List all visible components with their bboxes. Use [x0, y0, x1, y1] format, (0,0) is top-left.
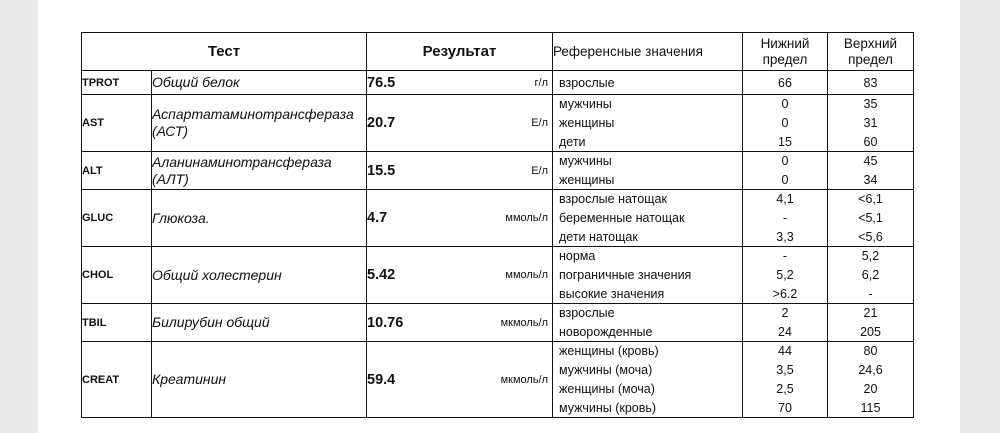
test-name: Общий холестерин [152, 247, 367, 304]
upper-limits [828, 152, 914, 190]
result-cell [367, 190, 553, 247]
reference-label: дети натощак [559, 229, 638, 244]
result-unit: ммоль/л [505, 269, 548, 281]
upper-limit-value: 6,2 [861, 267, 880, 282]
upper-limits [828, 342, 914, 418]
result-value: 4.7 [367, 210, 388, 226]
reference-label: мужчины [559, 97, 612, 112]
lower-limit-value: 0 [781, 115, 789, 130]
reference-labels [553, 190, 743, 247]
reference-labels [553, 342, 743, 418]
upper-limit-value: 21 [863, 306, 878, 321]
result-cell [367, 152, 553, 190]
upper-limit-value: 45 [863, 154, 878, 169]
reference-label: беременные натощак [559, 210, 685, 225]
table-row-creat [82, 342, 914, 418]
reference-labels [553, 304, 743, 342]
result-value: 5.42 [367, 267, 396, 283]
result-value: 59.4 [367, 371, 396, 388]
table-row-tbil [82, 304, 914, 342]
result-cell [367, 247, 553, 304]
upper-limits [828, 304, 914, 342]
result-cell [367, 71, 553, 95]
upper-limit-value: 83 [863, 75, 878, 90]
result-unit: Е/л [531, 164, 548, 177]
lower-limits [743, 342, 828, 418]
upper-limit-value: - [868, 286, 873, 301]
reference-label: новорожденные [559, 324, 653, 339]
reference-label: взрослые натощак [559, 192, 667, 207]
upper-limit-value: 31 [863, 115, 878, 130]
reference-labels [553, 247, 743, 304]
upper-limits [828, 95, 914, 152]
lower-limit-value: 0 [781, 172, 789, 187]
lower-limit-value: - [782, 210, 788, 225]
reference-label: норма [559, 249, 596, 264]
lower-limits [743, 304, 828, 342]
reference-label: пограничные значения [559, 267, 692, 282]
lab-results-table [81, 32, 914, 418]
lower-limit-value: 5,2 [776, 267, 794, 282]
upper-limit-value: 60 [863, 134, 878, 149]
header-test: Тест [82, 33, 367, 71]
lower-limit-value: >6.2 [772, 286, 798, 301]
lower-limit-value: 66 [778, 75, 792, 90]
lower-limit-value: - [782, 249, 788, 264]
upper-limit-value: 115 [860, 400, 881, 415]
table-row-chol [82, 247, 914, 304]
upper-limit-value: 24,6 [858, 363, 883, 378]
result-value: 10.76 [367, 314, 404, 331]
upper-limit-value: <5,1 [858, 210, 883, 225]
reference-label: взрослые [559, 306, 615, 321]
result-unit: мкмоль/л [500, 373, 548, 386]
test-name: Глюкоза. [152, 190, 367, 247]
result-value: 76.5 [367, 74, 396, 91]
lower-limits [743, 95, 828, 152]
upper-limit-value: 205 [860, 324, 881, 339]
test-name: Креатинин [152, 342, 367, 418]
reference-label: женщины (кровь) [559, 344, 659, 359]
lower-limit-value: 2,5 [776, 381, 794, 396]
header-reference: Референсные значения [553, 33, 743, 71]
test-name: Аланинаминотрансфераза (АЛТ) [152, 152, 367, 190]
table-header-row [82, 33, 914, 71]
test-code: CREAT [82, 342, 152, 418]
reference-label: дети [559, 134, 586, 149]
reference-label: мужчины (моча) [559, 363, 653, 378]
reference-label: высокие значения [559, 286, 665, 301]
lower-limits [743, 152, 828, 190]
test-code: CHOL [82, 247, 152, 304]
result-unit: мкмоль/л [500, 316, 548, 329]
upper-limit-value: 35 [863, 97, 878, 112]
lower-limits [743, 71, 828, 95]
result-unit: ммоль/л [505, 212, 548, 224]
upper-limit-value: 34 [863, 172, 878, 187]
header-lower-limit: Нижний предел [743, 33, 828, 71]
upper-limit-value: 5,2 [861, 249, 880, 264]
table-row-gluc [82, 190, 914, 247]
document-page [38, 0, 960, 433]
test-name: Аспартатаминотрансфераза (АСТ) [152, 95, 367, 152]
lower-limits [743, 247, 828, 304]
lower-limits [743, 190, 828, 247]
result-unit: г/л [534, 76, 548, 89]
test-name: Билирубин общий [152, 304, 367, 342]
lower-limit-value: 15 [778, 134, 792, 149]
test-code: TBIL [82, 304, 152, 342]
reference-label: взрослые [559, 75, 615, 90]
table-row-ast [82, 95, 914, 152]
lower-limit-value: 2 [781, 306, 789, 321]
test-code: TPROT [82, 71, 152, 95]
lower-limit-value: 3,3 [776, 229, 794, 244]
lower-limit-value: 0 [781, 97, 789, 112]
reference-labels [553, 152, 743, 190]
result-unit: Е/л [531, 117, 548, 129]
result-cell [367, 304, 553, 342]
result-value: 15.5 [367, 162, 396, 179]
reference-label: женщины [559, 172, 615, 187]
reference-label: женщины [559, 115, 615, 130]
lower-limit-value: 24 [778, 324, 792, 339]
upper-limits [828, 247, 914, 304]
test-code: ALT [82, 152, 152, 190]
reference-label: мужчины (кровь) [559, 400, 657, 415]
table-row-alt [82, 152, 914, 190]
test-code: AST [82, 95, 152, 152]
upper-limits [828, 71, 914, 95]
result-cell [367, 342, 553, 418]
test-name: Общий белок [152, 71, 367, 95]
result-value: 20.7 [367, 115, 396, 131]
upper-limit-value: 80 [863, 344, 878, 359]
upper-limit-value: 20 [863, 381, 878, 396]
header-upper-limit: Верхний предел [828, 33, 914, 71]
upper-limits [828, 190, 914, 247]
lower-limit-value: 44 [778, 344, 792, 359]
reference-labels [553, 95, 743, 152]
reference-label: мужчины [559, 154, 612, 169]
lower-limit-value: 3,5 [776, 363, 794, 378]
reference-labels [553, 71, 743, 95]
result-cell [367, 95, 553, 152]
lower-limit-value: 0 [781, 154, 789, 169]
table-row-tprot [82, 71, 914, 95]
upper-limit-value: <5,6 [858, 229, 883, 244]
upper-limit-value: <6,1 [858, 192, 883, 207]
lower-limit-value: 4,1 [776, 192, 794, 207]
header-result: Результат [367, 33, 553, 71]
lower-limit-value: 70 [778, 400, 792, 415]
test-code: GLUC [82, 190, 152, 247]
reference-label: женщины (моча) [559, 381, 655, 396]
